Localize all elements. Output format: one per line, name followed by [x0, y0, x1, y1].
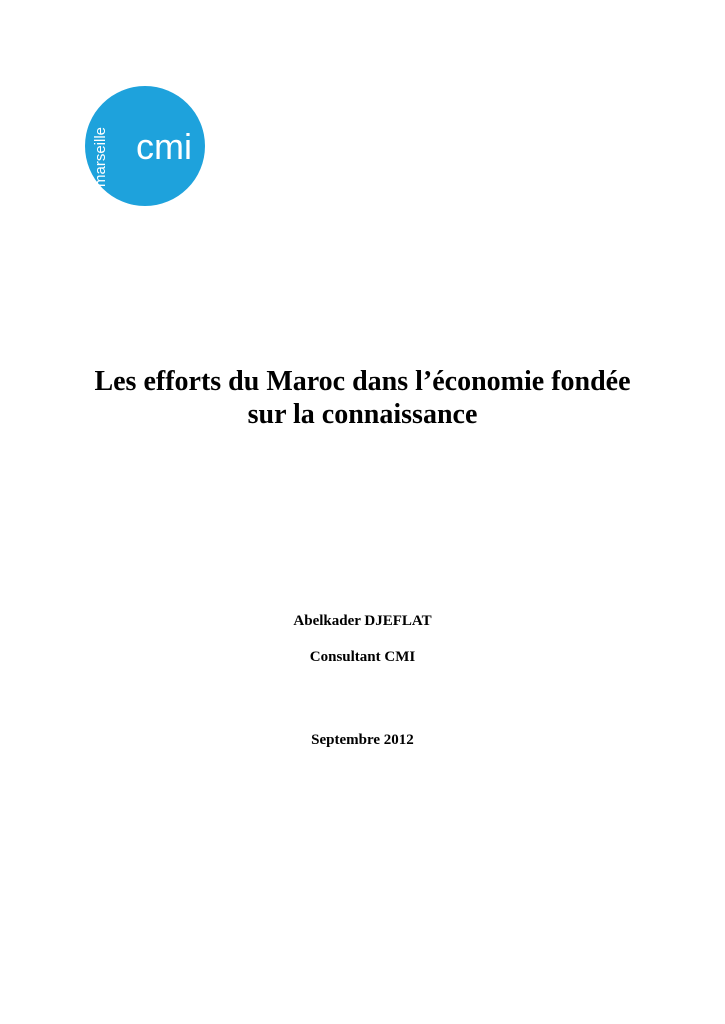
document-title-line-1: Les efforts du Maroc dans l’économie fondée — [94, 366, 631, 397]
logo-marseille-text: marseille — [92, 126, 109, 187]
logo-cmi-text: cmi — [136, 126, 192, 167]
document-title — [0, 365, 725, 431]
publication-date: Septembre 2012 — [311, 732, 414, 748]
cmi-marseille-logo — [84, 85, 206, 207]
cmi-logo-graphic — [84, 85, 206, 207]
document-title-line-2: sur la connaissance — [247, 399, 478, 430]
author-name: Abelkader DJEFLAT — [293, 613, 432, 629]
author-role: Consultant CMI — [309, 649, 416, 665]
